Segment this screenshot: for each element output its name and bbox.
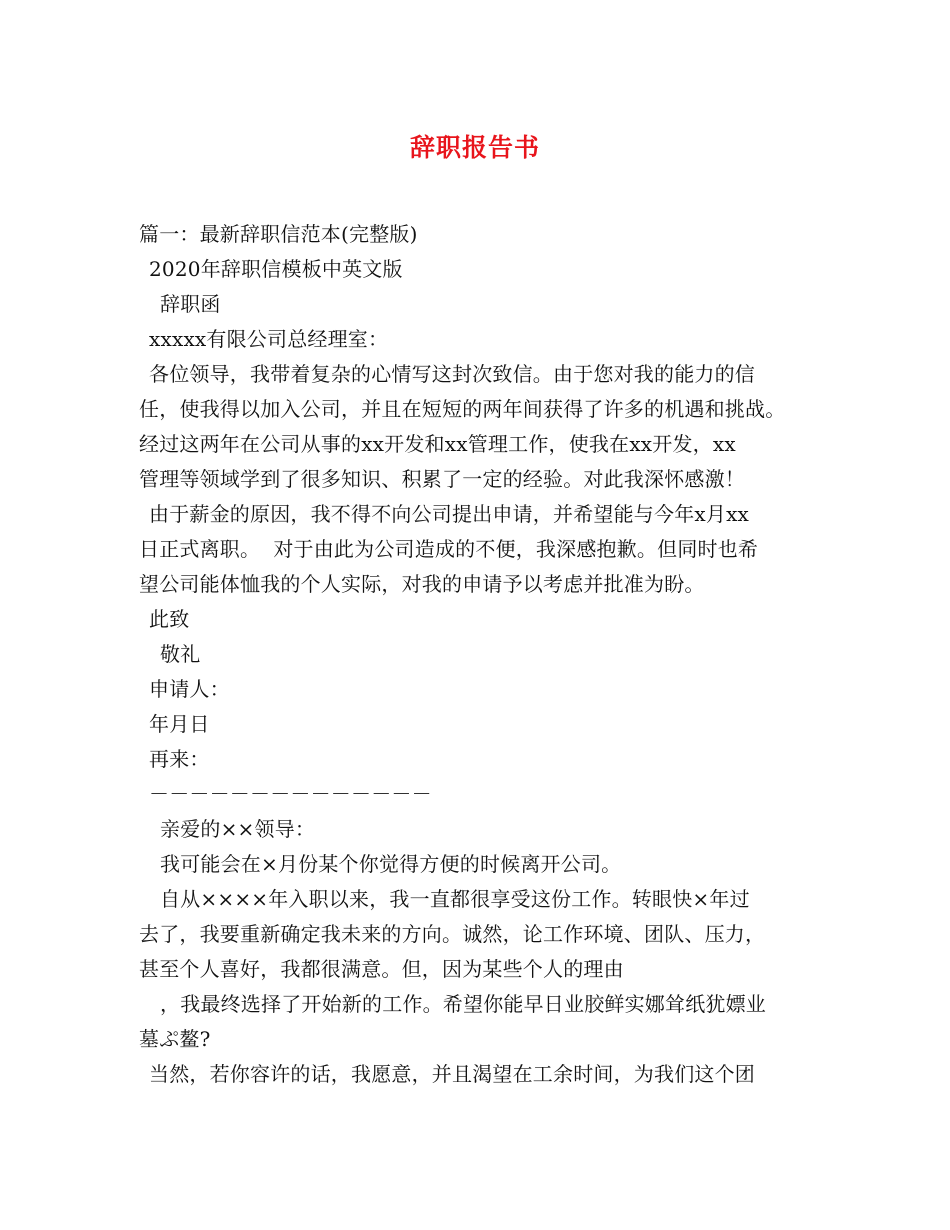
paragraph-line: 此致 <box>149 607 190 631</box>
paragraph-line: 亲爱的××领导： <box>160 817 316 841</box>
paragraph-line: 当然，若你容许的话，我愿意，并且渴望在工余时间，为我们这个团 <box>149 1062 755 1086</box>
paragraph-line: 年月日 <box>149 712 210 736</box>
separator-line: －－－－－－－－－－－－－－ <box>149 782 432 806</box>
paragraph-line: 自从××××年入职以来，我一直都很享受这份工作。转眼快×年过 <box>160 887 750 911</box>
paragraph-line: xxxxx有限公司总经理室： <box>149 327 389 351</box>
paragraph-line: 墓ぷ鳌? <box>139 1027 211 1051</box>
paragraph-line: 日正式离职。 对于由此为公司造成的不便，我深感抱歉。但同时也希 <box>139 537 759 561</box>
paragraph-line: 经过这两年在公司从事的xx开发和xx管理工作，使我在xx开发，xx <box>139 432 736 456</box>
paragraph-line: 望公司能体恤我的个人实际，对我的申请予以考虑并批准为盼。 <box>139 572 705 596</box>
paragraph-line: 申请人： <box>149 677 230 701</box>
paragraph-line: ，我最终选择了开始新的工作。希望你能早日业胶鲜实娜耸纸犹嫖业 <box>160 992 766 1016</box>
paragraph-line: 甚至个人喜好，我都很满意。但，因为某些个人的理由 <box>139 957 624 981</box>
document-body <box>139 217 819 1092</box>
paragraph-line: 再来： <box>149 747 210 771</box>
paragraph-line: 各位领导，我带着复杂的心情写这封次致信。由于您对我的能力的信 <box>149 362 755 386</box>
paragraph-line: 辞职函 <box>160 292 221 316</box>
section-heading: 篇一：最新辞职信范本(完整版) <box>139 222 418 246</box>
paragraph-line: 敬礼 <box>160 642 201 666</box>
document-title: 辞职报告书 <box>409 133 540 162</box>
paragraph-line: 去了，我要重新确定我未来的方向。诚然，论工作环境、团队、压力， <box>139 922 766 946</box>
paragraph-line: 由于薪金的原因，我不得不向公司提出申请，并希望能与今年x月xx <box>149 502 750 526</box>
paragraph-line: 管理等领域学到了很多知识、积累了一定的经验。对此我深怀感激！ <box>139 467 745 491</box>
paragraph-line: 任，使我得以加入公司，并且在短短的两年间获得了许多的机遇和挑战。 <box>139 397 786 421</box>
paragraph-line: 2020年辞职信模板中英文版 <box>149 257 403 281</box>
paragraph-line: 我可能会在×月份某个你觉得方便的时候离开公司。 <box>160 852 622 876</box>
